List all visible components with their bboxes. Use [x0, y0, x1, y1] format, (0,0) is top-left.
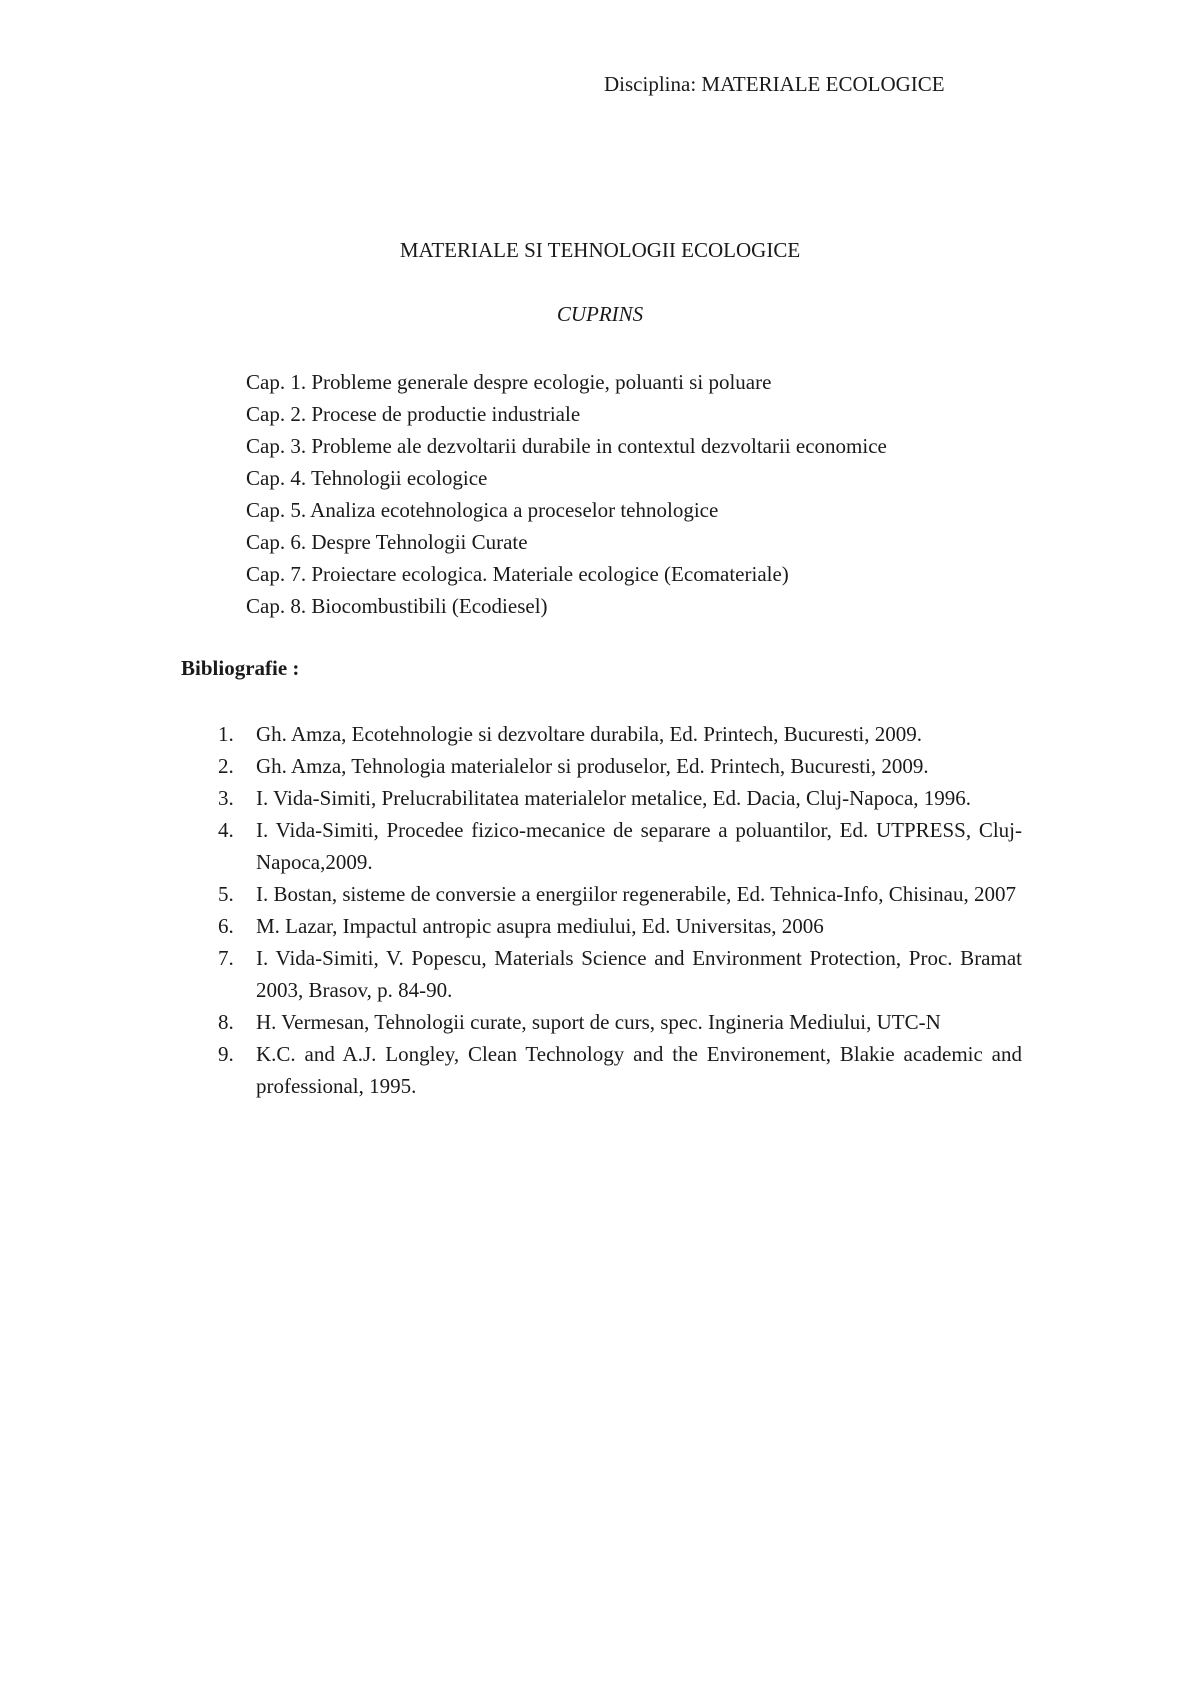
- bibliography-item: [200, 1038, 1022, 1102]
- bibliography-number: 5.: [218, 882, 234, 906]
- bibliography-text: H. Vermesan, Tehnologii curate, suport de curs, spec. Ingineria Mediului, UTC-N: [256, 1010, 941, 1034]
- bibliography-text: I. Bostan, sisteme de conversie a energiilor regenerabile, Ed. Tehnica-Info, Chisinau, 2007: [256, 882, 1016, 906]
- discipline-header: Disciplina: MATERIALE ECOLOGICE: [604, 72, 945, 96]
- bibliography-list: [200, 718, 1022, 1102]
- bibliography-item: [200, 878, 1022, 910]
- table-of-contents: [246, 366, 887, 622]
- bibliography-number: 1.: [218, 722, 234, 746]
- bibliography-text: Gh. Amza, Ecotehnologie si dezvoltare durabila, Ed. Printech, Bucuresti, 2009.: [256, 722, 922, 746]
- bibliography-item: [200, 942, 1022, 1006]
- bibliography-item: [200, 1006, 1022, 1038]
- bibliography-text: I. Vida-Simiti, Prelucrabilitatea materialelor metalice, Ed. Dacia, Cluj-Napoca, 1996.: [256, 786, 972, 810]
- toc-item: Cap. 6. Despre Tehnologii Curate: [246, 530, 528, 554]
- bibliography-item: [200, 814, 1022, 878]
- bibliography-item: [200, 750, 1022, 782]
- bibliography-text: M. Lazar, Impactul antropic asupra mediului, Ed. Universitas, 2006: [256, 914, 824, 938]
- bibliography-number: 3.: [218, 786, 234, 810]
- bibliography-text: I. Vida-Simiti, Procedee fizico-mecanice de separare a poluantilor, Ed. UTPRESS, Cluj-Napoca,2009.: [256, 818, 1022, 874]
- toc-item: Cap. 7. Proiectare ecologica. Materiale ecologice (Ecomateriale): [246, 562, 789, 586]
- bibliography-text: Gh. Amza, Tehnologia materialelor si produselor, Ed. Printech, Bucuresti, 2009.: [256, 754, 929, 778]
- bibliography-number: 7.: [218, 946, 234, 970]
- bibliography-heading: Bibliografie :: [181, 656, 300, 680]
- toc-item: Cap. 3. Probleme ale dezvoltarii durabile in contextul dezvoltarii economice: [246, 434, 887, 458]
- bibliography-item: [200, 910, 1022, 942]
- bibliography-item: [200, 718, 1022, 750]
- toc-item: Cap. 2. Procese de productie industriale: [246, 402, 581, 426]
- bibliography-number: 8.: [218, 1010, 234, 1034]
- toc-item: Cap. 8. Biocombustibili (Ecodiesel): [246, 594, 548, 618]
- toc-item: Cap. 1. Probleme generale despre ecologie, poluanti si poluare: [246, 370, 772, 394]
- bibliography-number: 6.: [218, 914, 234, 938]
- bibliography-number: 9.: [218, 1042, 234, 1066]
- bibliography-text: I. Vida-Simiti, V. Popescu, Materials Science and Environment Protection, Proc. Bramat 2003, Brasov, p. 84-90.: [256, 946, 1022, 1002]
- bibliography-item: [200, 782, 1022, 814]
- bibliography-number: 2.: [218, 754, 234, 778]
- toc-heading: CUPRINS: [556, 302, 644, 326]
- toc-item: Cap. 4. Tehnologii ecologice: [246, 466, 488, 490]
- bibliography-text: K.C. and A.J. Longley, Clean Technology and the Environement, Blakie academic and professional, 1995.: [256, 1042, 1022, 1098]
- bibliography-number: 4.: [218, 818, 234, 842]
- document-title: MATERIALE SI TEHNOLOGII ECOLOGICE: [399, 238, 801, 262]
- toc-item: Cap. 5. Analiza ecotehnologica a proceselor tehnologice: [246, 498, 719, 522]
